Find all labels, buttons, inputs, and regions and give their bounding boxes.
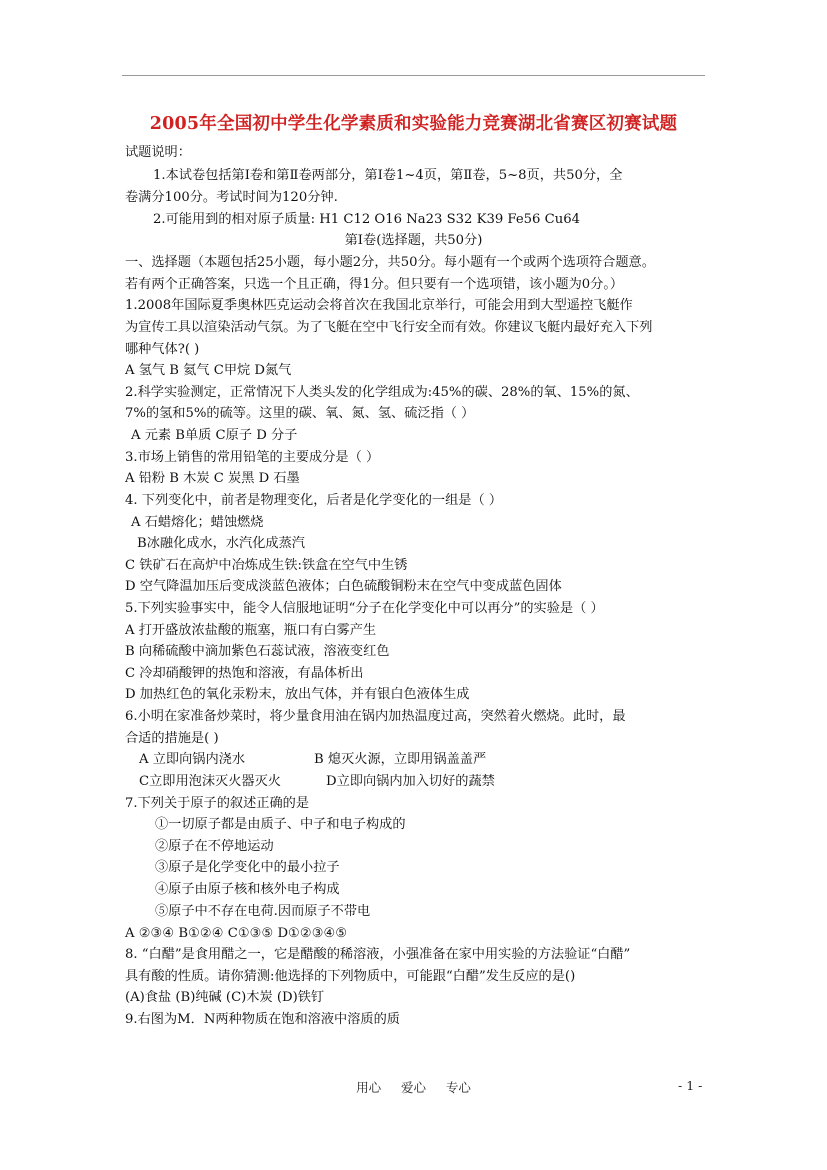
option-line: A 元素 B单质 C原子 D 分子 — [131, 428, 298, 443]
question-line: 7.下列关于原子的叙述正确的是 — [125, 796, 310, 811]
statement-line: ①一切原子都是由质子、中子和电子构成的 — [155, 817, 406, 832]
statement-line: ②原子在不停地运动 — [155, 839, 274, 854]
page-number: - 1 - — [678, 1078, 703, 1093]
option-line: D 空气降温加压后变成淡蓝色液体；白色硫酸铜粉末在空气中变成蓝色固体 — [125, 579, 562, 594]
question-line: 2.科学实验测定，正常情况下人类头发的化学组成为:45%的碳、28%的氧、15%的氮、 — [125, 385, 639, 400]
option-line: B 向稀硫酸中滴加紫色石蕊试液，溶液变红色 — [125, 644, 390, 659]
question-line: 哪种气体?( ) — [125, 342, 200, 357]
question-line: 为宣传工具以渲染活动气氛。为了飞艇在空中飞行安全而有效。你建议飞艇内最好充入下列 — [125, 320, 653, 335]
text-line: 2.可能用到的相对原子质量: H1 C12 O16 Na23 S32 K39 Fe56 Cu64 — [153, 212, 580, 227]
question-line: 6.小明在家准备炒菜时，将少量食用油在锅内加热温度过高，突然着火燃烧。此时，最 — [125, 709, 626, 724]
option-line: A 立即向锅内浇水 — [139, 752, 246, 767]
option-line: C立即用泡沫灭火器灭火 — [139, 774, 281, 789]
option-line: D 加热红色的氧化汞粉末，放出气体，并有银白色液体生成 — [125, 687, 470, 702]
option-line: A 石蜡熔化；蜡蚀燃烧 — [131, 515, 264, 530]
option-line: A 打开盛放浓盐酸的瓶塞，瓶口有白雾产生 — [125, 623, 377, 638]
question-line: 1.2008年国际夏季奥林匹克运动会将首次在我国北京举行，可能会用到大型遥控飞艇作 — [125, 298, 633, 313]
footer-motto: 用心 爱心 专心 — [356, 1080, 471, 1095]
text-line: 1.本试卷包括第Ⅰ卷和第Ⅱ卷两部分，第Ⅰ卷1~4页，第Ⅱ卷，5~8页，共50分，全 — [153, 168, 623, 183]
question-line: 合适的措施是( ) — [125, 731, 219, 746]
option-line: A ②③④ B①②④ C①③⑤ D①②③④⑤ — [125, 926, 348, 941]
question-line: 具有酸的性质。请你猜测:他选择的下列物质中，可能跟“白醋”发生反应的是() — [125, 969, 576, 984]
option-line: A 氢气 B 氦气 C甲烷 D氮气 — [125, 363, 292, 378]
option-line: D立即向锅内加入切好的蔬禁 — [326, 774, 495, 789]
question-line: 9.右图为M．N两种物质在饱和溶液中溶质的质 — [125, 1012, 400, 1027]
statement-line: ④原子由原子核和核外电子构成 — [155, 882, 340, 897]
statement-line: ⑤原子中不存在电荷.因而原子不带电 — [155, 904, 371, 919]
statement-line: ③原子是化学变化中的最小拉子 — [155, 860, 340, 875]
text-line: 试题说明： — [125, 145, 191, 160]
text-line: 卷满分100分。考试时间为120分钟. — [125, 190, 338, 205]
section-heading: 第Ⅰ卷(选择题，共50分) — [344, 233, 483, 248]
header-rule — [122, 75, 705, 76]
question-line: 5.下列实验事实中，能令人信服地证明“分子在化学变化中可以再分”的实验是（ ） — [125, 601, 604, 616]
question-line: 3.市场上销售的常用铅笔的主要成分是（ ） — [125, 450, 380, 465]
text-line: 一、选择题（本题包括25小题，每小题2分，共50分。每小题有一个或两个选项符合题意。 — [125, 255, 655, 270]
option-line: C 冷却硝酸钾的热饱和溶液，有晶体析出 — [125, 666, 364, 681]
page-title: 2005年全国初中学生化学素质和实验能力竞赛湖北省赛区初赛试题 — [149, 114, 678, 134]
option-line: B冰融化成水，水汽化成蒸汽 — [137, 536, 305, 551]
option-line: A 铅粉 B 木炭 C 炭黑 D 石墨 — [125, 471, 300, 486]
option-line: C 铁矿石在高炉中冶炼成生铁:铁盒在空气中生锈 — [125, 558, 408, 573]
question-line: 8. “白醋”是食用醋之一，它是醋酸的稀溶液，小强准备在家中用实验的方法验证“白醋” — [125, 947, 631, 962]
option-line: B 熄灭火源，立即用锅盖盖严 — [314, 752, 487, 767]
question-line: 4. 下列变化中，前者是物理变化，后者是化学变化的一组是（ ） — [125, 493, 503, 508]
question-line: 7%的氢和5%的硫等。这里的碳、氧、氮、氢、硫泛指（ ） — [125, 406, 475, 421]
option-line: (A)食盐 (B)纯碱 (C)木炭 (D)铁钉 — [125, 990, 325, 1005]
text-line: 若有两个正确答案，只选一个且正确，得1分。但只要有一个选项错，该小题为0分。） — [125, 277, 624, 292]
